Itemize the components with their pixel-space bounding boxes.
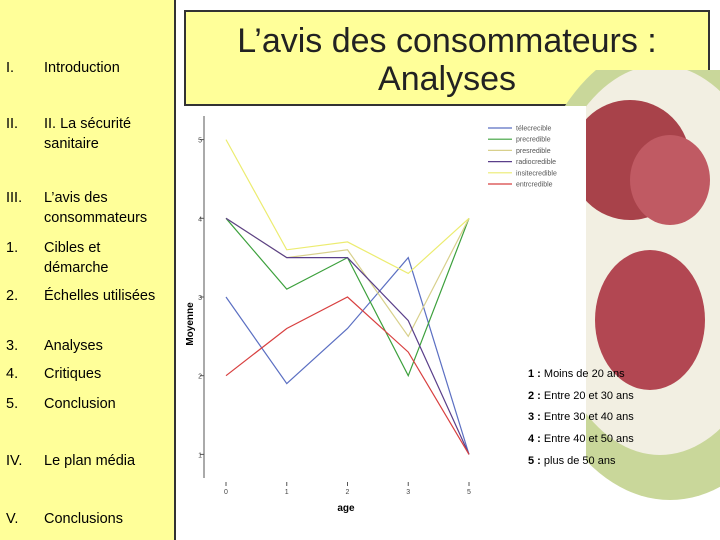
page-title: L’avis des consommateurs : Analyses bbox=[237, 22, 657, 98]
sidebar-item-label: Cibles et démarche bbox=[44, 240, 109, 276]
x-tick-label: 0 bbox=[224, 489, 228, 496]
age-legend-item bbox=[528, 368, 634, 380]
age-legend-item bbox=[528, 411, 634, 423]
y-tick-label: 3 bbox=[198, 295, 202, 302]
sidebar-item-label: Analyses bbox=[44, 338, 103, 354]
legend-label: presredible bbox=[516, 147, 551, 155]
x-axis-label: age bbox=[337, 503, 355, 514]
y-tick-label: 5 bbox=[198, 137, 202, 145]
sidebar-item-label: Introduction bbox=[44, 60, 120, 76]
sidebar-item-number: V. bbox=[6, 511, 19, 527]
sidebar-item-number: II. bbox=[6, 116, 19, 132]
age-legend-key: 1 : bbox=[528, 368, 541, 380]
age-legend-text: Entre 20 et 30 ans bbox=[540, 389, 634, 402]
y-tick-label: 2 bbox=[198, 373, 202, 381]
age-legend-key: 5 : bbox=[528, 454, 541, 467]
sidebar-item-label: Conclusion bbox=[44, 396, 116, 412]
legend-label: télecrecible bbox=[516, 125, 552, 133]
legend-label: entrcredible bbox=[516, 181, 553, 189]
sidebar-item-number: 2. bbox=[6, 288, 19, 304]
sidebar-item-label: Échelles utilisées bbox=[44, 288, 156, 304]
x-tick-label: 2 bbox=[345, 489, 350, 496]
sidebar-item-number: 4. bbox=[6, 366, 19, 382]
age-legend-text: plus de 50 ans bbox=[540, 454, 616, 467]
legend-label: insitecredible bbox=[516, 170, 557, 178]
x-tick-label: 5 bbox=[467, 489, 471, 496]
line-chart bbox=[176, 106, 586, 526]
age-legend-key: 3 : bbox=[528, 411, 541, 424]
sidebar-item-label: L’avis des consommateurs bbox=[44, 190, 148, 226]
sidebar-item-label: Critiques bbox=[44, 366, 102, 382]
sidebar-item-number: III. bbox=[6, 190, 23, 206]
sidebar-item-label: Le plan média bbox=[44, 453, 136, 469]
sidebar-item-number: I. bbox=[6, 60, 15, 76]
x-tick-label: 1 bbox=[284, 489, 289, 496]
age-legend-key: 4 : bbox=[528, 433, 541, 446]
sidebar bbox=[0, 0, 176, 540]
sidebar-item-label: II. La sécurité sanitaire bbox=[44, 116, 132, 152]
sidebar-item-number: 3. bbox=[6, 338, 19, 354]
y-tick-label: 4 bbox=[198, 216, 202, 224]
age-legend-text: Entre 40 et 50 ans bbox=[540, 433, 634, 446]
legend-label: precredible bbox=[516, 136, 551, 144]
age-legend-item bbox=[528, 433, 634, 445]
x-tick-label: 3 bbox=[406, 489, 411, 496]
age-legend bbox=[528, 368, 634, 476]
legend-label: radiocredible bbox=[516, 159, 557, 167]
sidebar-item-number: 5. bbox=[6, 396, 19, 412]
age-legend-text: Moins de 20 ans bbox=[540, 368, 625, 380]
sidebar-item-number: IV. bbox=[6, 453, 23, 469]
age-legend-item bbox=[528, 455, 634, 467]
sidebar-item-label: Conclusions bbox=[44, 511, 123, 527]
y-axis-label: Moyenne bbox=[185, 302, 196, 346]
age-legend-text: Entre 30 et 40 ans bbox=[540, 411, 634, 424]
age-legend-key: 2 : bbox=[528, 389, 541, 402]
age-legend-item bbox=[528, 390, 634, 402]
y-tick-label: 1 bbox=[198, 452, 202, 460]
sidebar-item-number: 1. bbox=[6, 240, 19, 256]
